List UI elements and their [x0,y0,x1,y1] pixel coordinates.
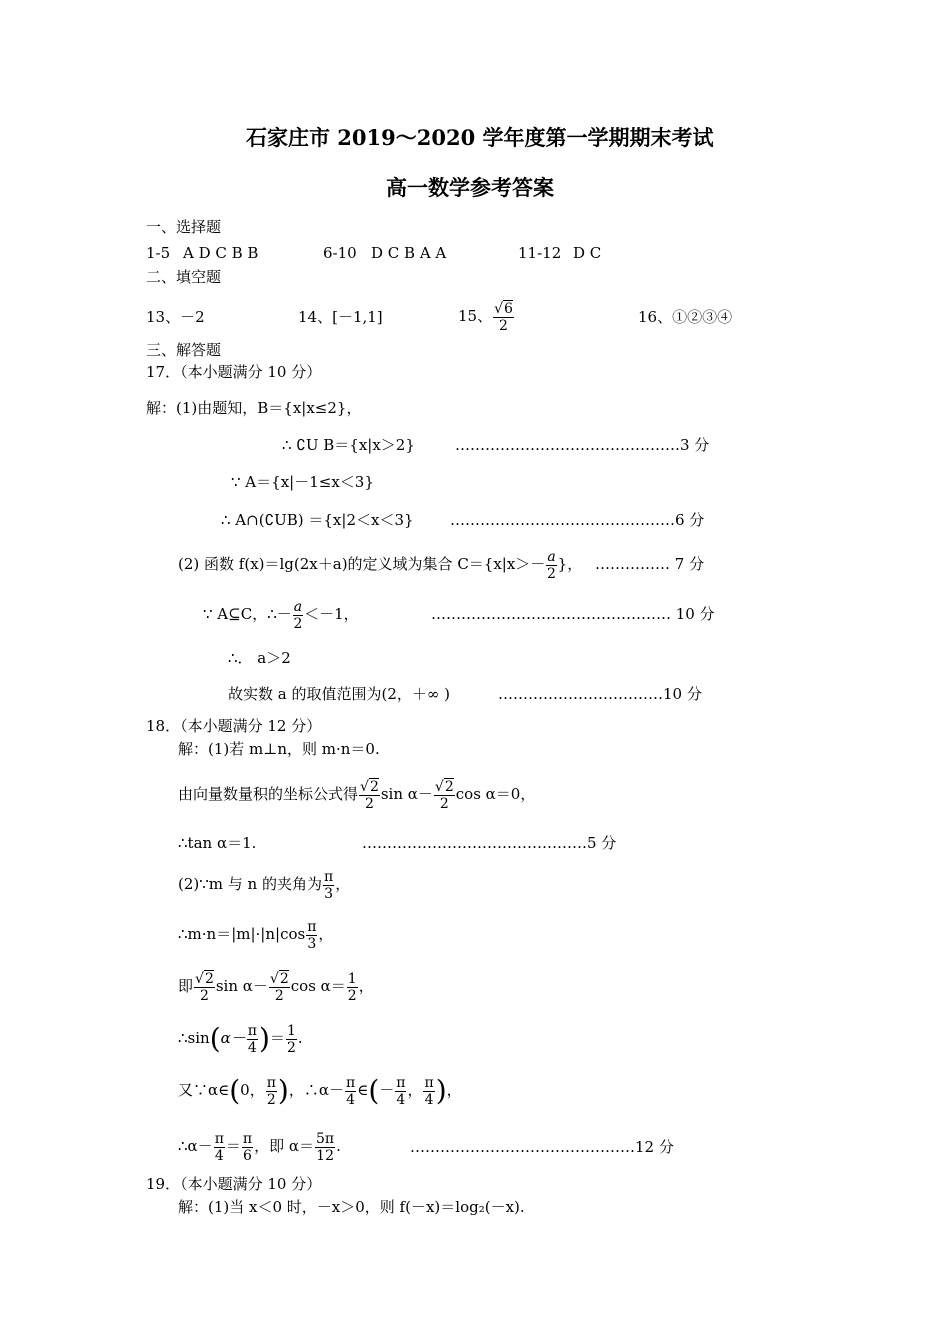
problem-17-header: 17．（本小题满分 10 分） [146,363,322,381]
problem-18-header: 18．（本小题满分 12 分） [146,717,322,735]
mc-answers-2: D C B A A [371,244,447,262]
p18-line-6 [178,966,374,1006]
p18-l8-minus: － [379,1081,395,1099]
fraction-sqrt2-over-2: $\frac{√2}{2}$ [360,778,379,812]
denominator: 2 [293,615,303,632]
p17-score-3: ………………………………………3 分 [455,436,710,454]
fraction-5pi-over-12 [315,1131,335,1164]
mc-range-2: 6-10 [323,244,357,262]
p18-l6-cos: cos α＝ [290,977,346,995]
comma: ， [318,925,334,943]
denominator: 2 [347,987,357,1004]
denominator: 2 [547,565,556,582]
p18-line-2 [178,774,535,814]
p17-line-1: 解：(1)由题知，B＝{x|x≤2}， [146,399,362,417]
p18-l8-in: ∈ [357,1081,369,1099]
fraction-sqrt2-over-2: $\frac{√2}{2}$ [434,778,454,812]
p17-l5-close: }， [557,555,583,573]
numerator: π [247,1022,257,1039]
p18-l9-alpha: ，即 α＝ [254,1137,315,1155]
p18-score-12: ………………………………………12 分 [410,1138,674,1156]
p17-line-6 [203,596,359,632]
fraction-pi-over-3 [306,919,317,952]
numerator: 1 [347,970,357,987]
p17-l6-tail: ＜－1， [304,605,359,623]
p17-score-10a: ………………………………………… 10 分 [431,605,715,623]
numerator: π [307,918,317,935]
denominator: 2 [266,1091,276,1108]
p17-score-10b: ……………………………10 分 [498,685,702,703]
radicand: 2 [279,970,289,987]
denominator: 4 [396,1091,406,1108]
p18-line-8: 又∵α∈(0， $\frac{\pi}{2}$ )，∴α－ $\frac{\pi}{4}$ ∈(－ $\frac{\pi}{4}$ ， $\frac{\pi}{4}$ )， [178,1074,462,1108]
radicand: 6 [504,300,513,317]
p18-l2-cos: cos α＝0， [455,785,536,803]
denominator: 2 [499,317,508,334]
p17-l6-text: ∵ A⊆C，∴－ [203,605,292,623]
section-solve-heading: 三、解答题 [146,341,222,359]
denominator: 2 [274,987,284,1004]
fraction-pi-over-4 [395,1075,406,1108]
numerator: a [293,598,303,615]
denominator: 2 [286,1039,296,1056]
p18-line-3: ∴tan α＝1. [178,834,257,852]
denominator: 2 [364,795,374,812]
p17-line-4: ∴ A∩(∁UB) ＝{x|2＜x＜3} [221,511,414,529]
fill-15-label: 15、 [458,307,493,325]
fill-answer-16: 16、①②③④ [638,308,733,326]
denominator: 3 [324,885,334,902]
radicand: 2 [204,970,214,987]
fill-answer-14: 14、[－1,1] [298,308,383,326]
denominator: 2 [199,987,209,1004]
p18-l8-text: 又∵α∈ [178,1081,230,1099]
fraction-1-over-2 [347,971,358,1004]
p17-line-7: ∴． a＞2 [228,649,291,667]
fraction-pi-over-3 [323,869,334,902]
p18-l9-text: ∴α－ [178,1137,213,1155]
p18-l7-text: ∴sin [178,1029,210,1047]
fraction-pi-over-6 [242,1131,253,1164]
denominator: 6 [243,1147,252,1164]
numerator: π [396,1074,406,1091]
fraction-a-over-2 [293,599,303,632]
p18-l7-alpha: α－ [220,1029,246,1047]
fraction-pi-over-4 [345,1075,356,1108]
numerator: 1 [286,1022,296,1039]
p18-score-5: ………………………………………5 分 [362,834,617,852]
fraction-sqrt6-over-2: $\frac{√6}{2}$ [494,300,513,334]
page-title: 石家庄市 2019～2020 学年度第一学期期末考试 [246,125,714,150]
section-fill-heading: 二、填空题 [146,268,222,286]
problem-19-header: 19．（本小题满分 10 分） [146,1175,322,1193]
fraction-1-over-2 [286,1023,297,1056]
section-choice-heading: 一、选择题 [146,218,222,236]
p18-l8-therefore: ，∴α－ [288,1081,344,1099]
radicand: 2 [444,778,454,795]
fraction-pi-over-4 [423,1075,434,1108]
numerator: π [323,868,334,885]
p18-l6-sin: sin α－ [215,977,268,995]
numerator: π [242,1130,253,1147]
fraction-pi-over-2 [266,1075,277,1108]
mc-answers-3: D C [573,244,602,262]
p18-l2-text: 由向量数量积的坐标公式得 [178,785,359,803]
radicand: 2 [369,778,379,795]
comma: ， [358,977,374,995]
mc-range-1: 1-5 [146,244,171,262]
p17-l5-text: (2) 函数 f(x)＝lg(2x＋a)的定义域为集合 C＝{x|x＞－ [178,555,546,573]
fill-answer-13: 13、－2 [146,308,205,326]
p18-l4-text: (2)∵m 与 n 的夹角为 [178,875,322,893]
fill-answer-15 [458,296,515,336]
denominator: 2 [439,795,449,812]
p18-l9-eq: ＝ [225,1137,241,1155]
p18-l8-zero: 0， [240,1081,265,1099]
p18-line-7: ∴sin(α－ $\frac{\pi}{4}$ )＝ $\frac{1}{2}$ . [178,1022,303,1056]
mc-answers-1: A D C B B [183,244,259,262]
comma: ， [335,875,351,893]
mc-range-3: 11-12 [518,244,562,262]
p18-line-9: ∴α－ $\frac{\pi}{4}$ ＝ $\frac{\pi}{6}$ ，即 α＝ $\frac{5\pi}{12}$ . [178,1130,341,1164]
p18-line-4 [178,866,350,902]
fraction-pi-over-4 [247,1023,258,1056]
denominator: 4 [214,1147,224,1164]
p18-line-5 [178,916,333,952]
denominator: 3 [307,935,317,952]
p17-line-2: ∴ ∁U B＝{x|x＞2} [282,436,415,454]
p17-line-5 [178,546,582,582]
fraction-pi-over-4 [214,1131,225,1164]
numerator: π [424,1074,434,1091]
denominator: 4 [247,1039,257,1056]
p18-l2-sin: sin α－ [380,785,433,803]
p18-line-1: 解：(1)若 m⊥n，则 m·n＝0. [178,740,380,758]
numerator: π [266,1074,276,1091]
denominator: 4 [346,1091,356,1108]
fraction-a-over-2 [546,549,556,582]
numerator: 5π [316,1130,335,1147]
numerator: π [214,1130,224,1147]
fraction-sqrt2-over-2: $\frac{√2}{2}$ [195,970,214,1004]
p18-l7-eq: ＝ [269,1029,285,1047]
numerator: a [547,548,556,565]
numerator: π [346,1074,356,1091]
p17-score-6: ………………………………………6 分 [450,511,705,529]
p18-l5-text: ∴m·n＝|m|·|n|cos [178,925,306,943]
p18-l6-text: 即 [178,977,194,995]
p19-line-1: 解：(1)当 x＜0 时，－x＞0，则 f(－x)＝log₂(－x). [178,1198,525,1216]
p17-score-7: …………… 7 分 [595,555,705,573]
denominator: 12 [316,1147,334,1164]
p17-line-8: 故实数 a 的取值范围为(2，＋∞ ) [228,685,450,703]
page-subtitle: 高一数学参考答案 [386,175,554,200]
comma: ， [446,1081,462,1099]
fraction-sqrt2-over-2: $\frac{√2}{2}$ [269,970,289,1004]
p17-line-3: ∵ A＝{x|－1≤x＜3} [231,473,374,491]
denominator: 4 [424,1091,434,1108]
